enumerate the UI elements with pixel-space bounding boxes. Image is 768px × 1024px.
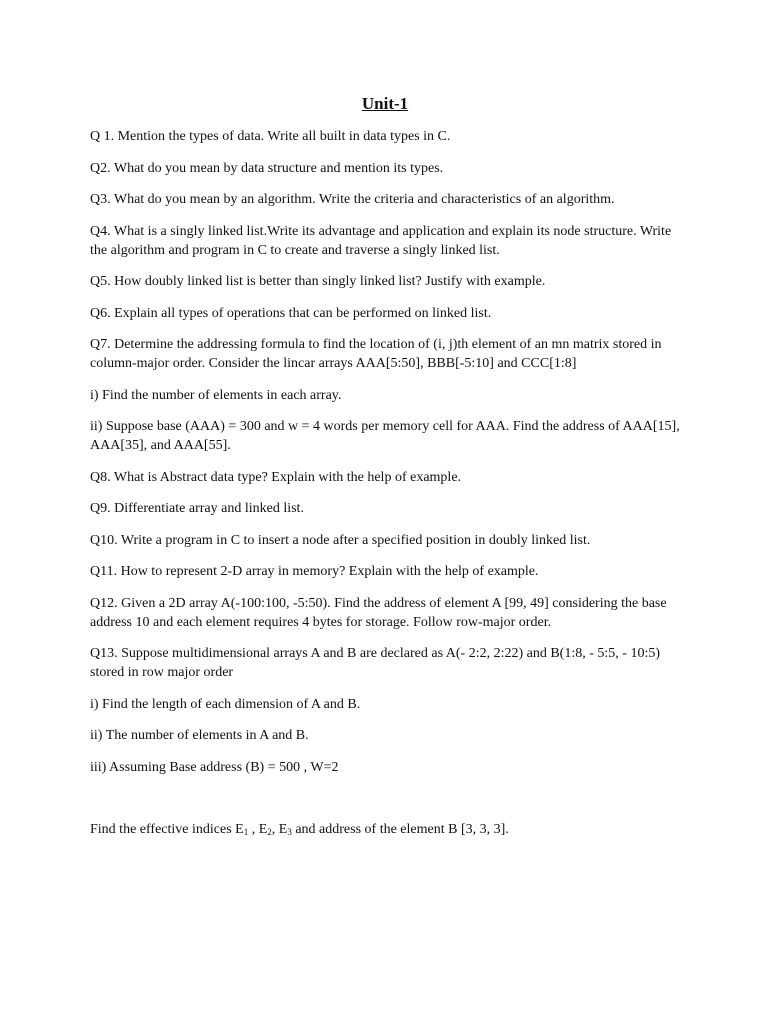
question-8: Q8. What is Abstract data type? Explain with the help of example. bbox=[90, 469, 462, 485]
question-7-part-ii: ii) Suppose base (AAA) = 300 and w = 4 words per memory cell for AAA. Find the address of AAA[15], AAA[35], and AAA[55]. bbox=[90, 419, 680, 453]
final-sep-1: , E bbox=[248, 822, 268, 837]
question-12: Q12. Given a 2D array A(-100:100, -5:50). Find the address of element A [99, 49] considering the base address 10 and each element requires 4 bytes for storage. Follow row-major order. bbox=[90, 595, 667, 630]
question-13-part-i: i) Find the length of each dimension of A and B. bbox=[90, 696, 361, 712]
question-6: Q6. Explain all types of operations that can be performed on linked list. bbox=[90, 305, 492, 321]
final-prefix: Find the effective indices E bbox=[90, 822, 244, 837]
question-13-part-iii: iii) Assuming Base address (B) = 500 , W=2 bbox=[90, 759, 339, 775]
question-13: Q13. Suppose multidimensional arrays A and B are declared as A(- 2:2, 2:22) and B(1:8, - 5:5, - 10:5) stored in row major order bbox=[90, 646, 661, 680]
question-11: Q11. How to represent 2-D array in memory? Explain with the help of example. bbox=[90, 564, 539, 579]
question-4: Q4. What is a singly linked list.Write its advantage and application and explain its node structure. Write the algorithm and program in C to create and traverse a singly linked list. bbox=[90, 223, 672, 258]
question-1: Q 1. Mention the types of data. Write all built in data types in C. bbox=[90, 129, 451, 144]
final-sep-2: , E bbox=[271, 822, 288, 837]
subscript-2: 2 bbox=[267, 827, 272, 837]
question-3: Q3. What do you mean by an algorithm. Write the criteria and characteristics of an algorithm. bbox=[90, 192, 615, 207]
page-title: Unit-1 bbox=[361, 94, 409, 113]
final-suffix: and address of the element B [3, 3, 3]. bbox=[291, 822, 509, 837]
question-5: Q5. How doubly linked list is better than singly linked list? Justify with example. bbox=[90, 274, 546, 289]
question-2: Q2. What do you mean by data structure and mention its types. bbox=[90, 160, 444, 176]
question-7: Q7. Determine the addressing formula to find the location of (i, j)th element of an mn matrix stored in column-major order. Consider the lincar arrays AAA[5:50], BBB[-5:10] and CCC[1:8] bbox=[90, 337, 662, 371]
question-7-part-i: i) Find the number of elements in each array. bbox=[90, 387, 342, 403]
final-instruction bbox=[90, 820, 680, 839]
subscript-1: 1 bbox=[243, 827, 249, 837]
question-13-part-ii: ii) The number of elements in A and B. bbox=[90, 728, 309, 743]
spacer bbox=[90, 789, 680, 820]
question-9: Q9. Differentiate array and linked list. bbox=[90, 501, 304, 516]
document-page bbox=[90, 94, 680, 852]
subscript-3: 3 bbox=[287, 827, 292, 837]
question-10: Q10. Write a program in C to insert a node after a specified position in doubly linked list. bbox=[90, 532, 591, 548]
